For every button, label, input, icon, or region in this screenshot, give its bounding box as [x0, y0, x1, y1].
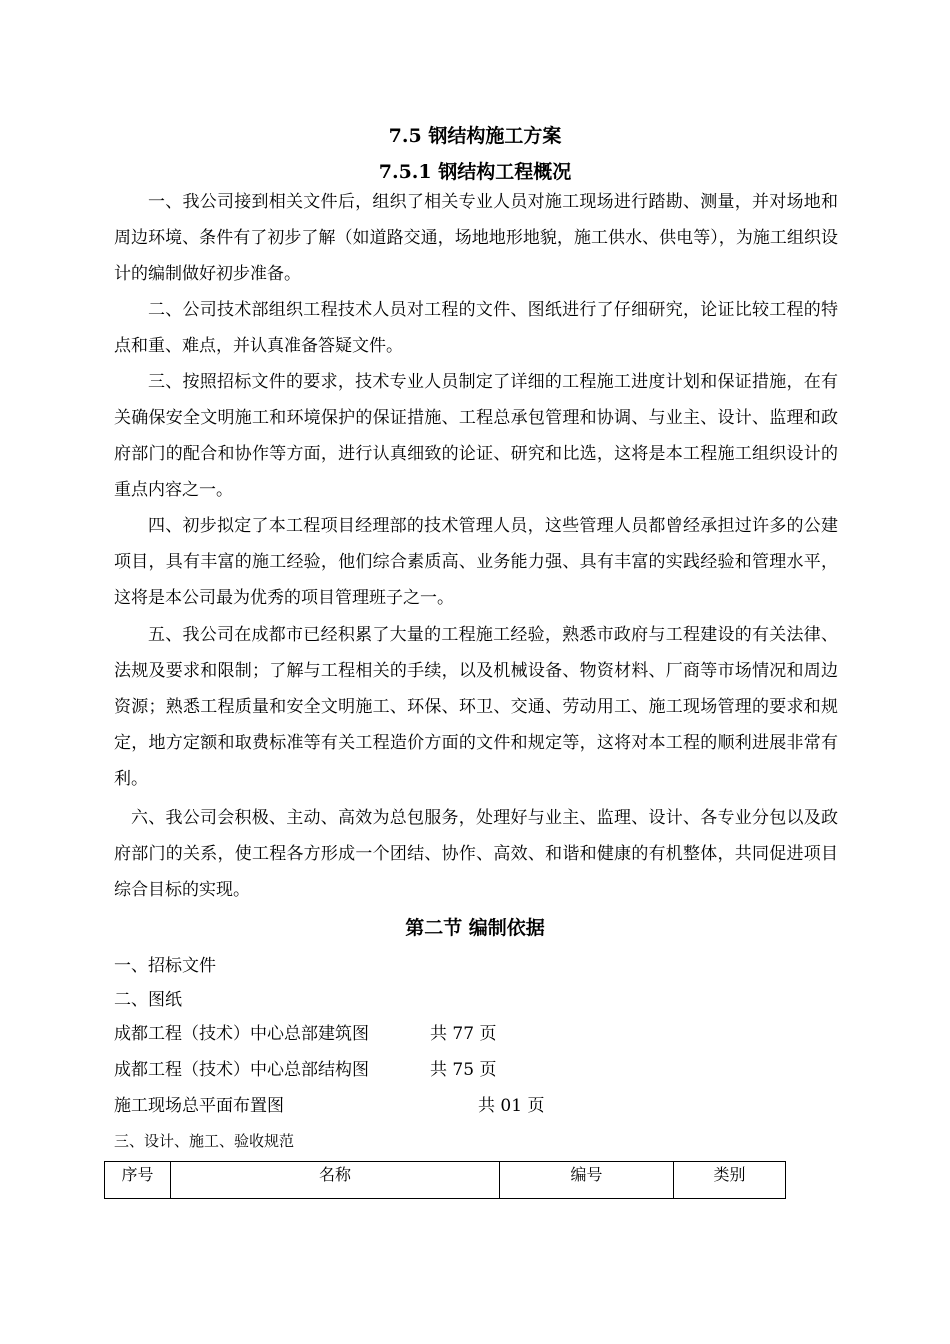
- table-header-row: [105, 1162, 786, 1199]
- paragraph-3: 三、按照招标文件的要求，技术专业人员制定了详细的工程施工进度计划和保证措施，在有关确保安全文明施工和环境保护的保证措施、工程总承包管理和协调、与业主、设计、监理和政府部门的配合和协作等方面，进行认真细致的论证、研究和比选，这将是本工程施工组织设计的重点内容之一。: [114, 372, 838, 500]
- basis-item-1: 一、招标文件: [114, 956, 216, 976]
- drawing-pages-2: 共 75 页: [430, 1060, 497, 1080]
- drawing-pages-1: 共 77 页: [430, 1024, 497, 1044]
- paragraph-2: 二、公司技术部组织工程技术人员对工程的文件、图纸进行了仔细研究，论证比较工程的特点和重、难点，并认真准备答疑文件。: [114, 300, 838, 356]
- section-title: 7.5 钢结构施工方案: [388, 125, 562, 147]
- paragraph-4: 四、初步拟定了本工程项目经理部的技术管理人员，这些管理人员都曾经承担过许多的公建项目，具有丰富的施工经验，他们综合素质高、业务能力强、具有丰富的实践经验和管理水平，这将是本公司最为优秀的项目管理班子之一。: [114, 516, 838, 608]
- subsection-title: 7.5.1 钢结构工程概况: [378, 161, 572, 183]
- paragraph-1: 一、我公司接到相关文件后，组织了相关专业人员对施工现场进行踏勘、测量，并对场地和周边环境、条件有了初步了解（如道路交通，场地地形地貌，施工供水、供电等），为施工组织设计的编制做好初步准备。: [114, 192, 838, 284]
- header-index: 序号: [105, 1162, 171, 1199]
- paragraph-5: 五、我公司在成都市已经积累了大量的工程施工经验，熟悉市政府与工程建设的有关法律、法规及要求和限制；了解与工程相关的手续，以及机械设备、物资材料、厂商等市场情况和周边资源；熟悉工程质量和安全文明施工、环保、环卫、交通、劳动用工、施工现场管理的要求和规定，地方定额和取费标准等有关工程造价方面的文件和规定等，这将对本工程的顺利进展非常有利。: [114, 625, 838, 789]
- drawing-name-2: 成都工程（技术）中心总部结构图: [114, 1060, 369, 1080]
- standards-table: [104, 1161, 786, 1199]
- header-code: 编号: [500, 1162, 674, 1199]
- drawing-pages-3: 共 01 页: [478, 1096, 545, 1116]
- basis-item-3: 三、设计、施工、验收规范: [114, 1132, 295, 1150]
- basis-item-2: 二、图纸: [114, 990, 182, 1010]
- header-name: 名称: [171, 1162, 500, 1199]
- section2-title: 第二节 编制依据: [405, 917, 545, 939]
- paragraph-6: 六、我公司会积极、主动、高效为总包服务，处理好与业主、监理、设计、各专业分包以及政府部门的关系，使工程各方形成一个团结、协作、高效、和谐和健康的有机整体，共同促进项目综合目标的实现。: [114, 808, 838, 900]
- drawing-name-1: 成都工程（技术）中心总部建筑图: [114, 1024, 369, 1044]
- drawing-name-3: 施工现场总平面布置图: [114, 1096, 284, 1116]
- header-category: 类别: [674, 1162, 786, 1199]
